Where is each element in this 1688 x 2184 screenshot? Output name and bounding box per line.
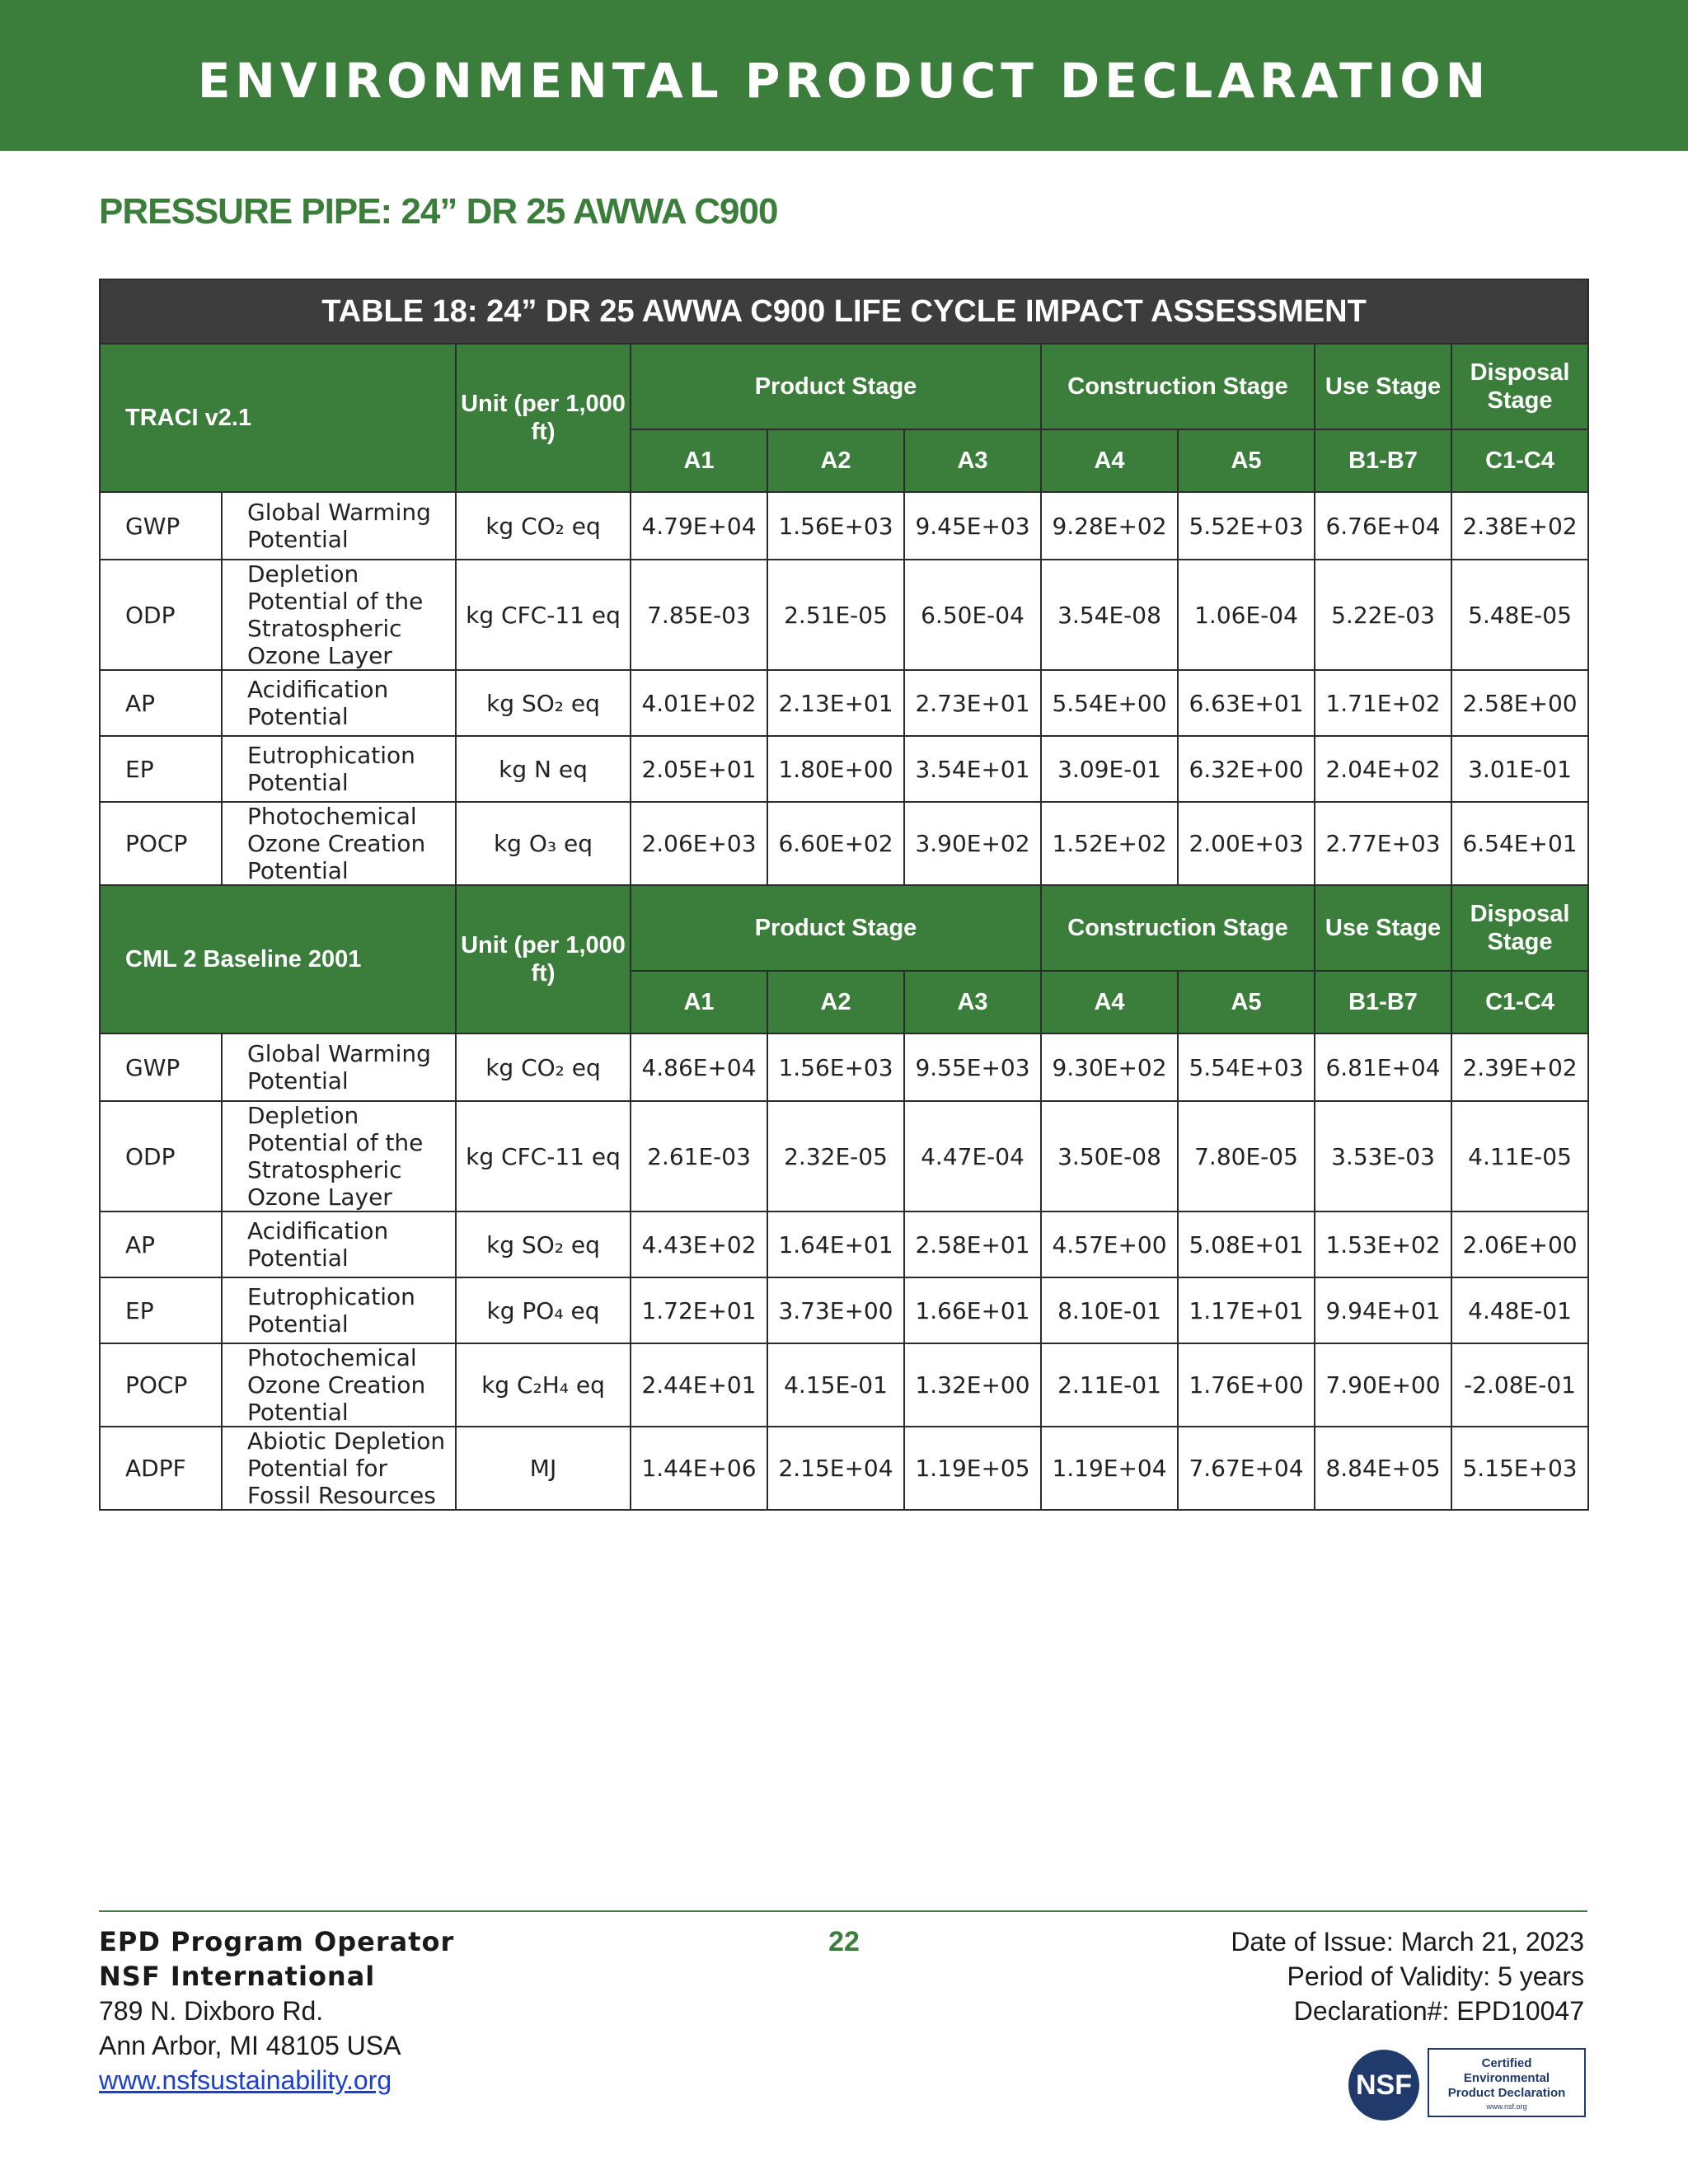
value-cell: 8.10E-01 [1041, 1277, 1178, 1343]
value-cell: 8.84E+05 [1315, 1427, 1451, 1510]
value-cell: 5.52E+03 [1178, 492, 1315, 560]
value-cell: 1.06E-04 [1178, 560, 1315, 670]
header-banner [0, 0, 1688, 151]
value-cell: 6.32E+00 [1178, 736, 1315, 802]
value-cell: 2.38E+02 [1451, 492, 1588, 560]
operator-label: EPD Program Operator [99, 1926, 455, 1957]
value-cell: 1.72E+01 [631, 1277, 767, 1343]
value-cell: 3.54E+01 [904, 736, 1041, 802]
use-stage-header: Use Stage [1315, 885, 1451, 971]
banner-title: ENVIRONMENTAL PRODUCT DECLARATION [197, 52, 1491, 109]
unit-header: Unit (per 1,000 ft) [456, 885, 631, 1033]
table-row [100, 560, 1588, 670]
indicator-category: Acidification Potential [222, 670, 456, 736]
cert-line-1: Certified [1481, 2056, 1532, 2070]
operator-name: NSF International [99, 1961, 376, 1992]
indicator-category: Depletion Potential of the Stratospheric Ozone Layer [222, 1101, 456, 1212]
value-cell: 1.52E+02 [1041, 802, 1178, 885]
date-of-issue: Date of Issue: March 21, 2023 [1231, 1927, 1584, 1957]
construction-stage-header: Construction Stage [1041, 344, 1315, 429]
value-cell: 7.85E-03 [631, 560, 767, 670]
value-cell: -2.08E-01 [1451, 1343, 1588, 1427]
value-cell: 9.28E+02 [1041, 492, 1178, 560]
indicator-unit: kg SO₂ eq [456, 1212, 631, 1277]
value-cell: 2.58E+01 [904, 1212, 1041, 1277]
indicator-abbreviation: GWP [100, 492, 222, 560]
indicator-category: Abiotic Depletion Potential for Fossil Resources [222, 1427, 456, 1510]
footer-operator [99, 1924, 454, 2097]
value-cell: 3.73E+00 [767, 1277, 904, 1343]
value-cell: 1.17E+01 [1178, 1277, 1315, 1343]
value-cell: 2.58E+00 [1451, 670, 1588, 736]
indicator-unit: kg N eq [456, 736, 631, 802]
indicator-unit: kg PO₄ eq [456, 1277, 631, 1343]
value-cell: 2.00E+03 [1178, 802, 1315, 885]
value-cell: 7.90E+00 [1315, 1343, 1451, 1427]
indicator-unit: kg C₂H₄ eq [456, 1343, 631, 1427]
indicator-abbreviation: POCP [100, 1343, 222, 1427]
indicator-unit: kg CO₂ eq [456, 492, 631, 560]
product-stage-header: Product Stage [631, 885, 1041, 971]
value-cell: 5.54E+03 [1178, 1033, 1315, 1101]
table-row [100, 492, 1588, 560]
value-cell: 4.86E+04 [631, 1033, 767, 1101]
value-cell: 2.77E+03 [1315, 802, 1451, 885]
indicator-category: Photochemical Ozone Creation Potential [222, 802, 456, 885]
nsf-logo-icon: NSF [1348, 2050, 1419, 2121]
unit-header: Unit (per 1,000 ft) [456, 344, 631, 492]
value-cell: 1.80E+00 [767, 736, 904, 802]
module-header: B1-B7 [1315, 429, 1451, 492]
indicator-abbreviation: ODP [100, 1101, 222, 1212]
module-header: A5 [1178, 971, 1315, 1033]
module-header: A3 [904, 971, 1041, 1033]
product-stage-header: Product Stage [631, 344, 1041, 429]
indicator-category: Global Warming Potential [222, 492, 456, 560]
value-cell: 6.50E-04 [904, 560, 1041, 670]
module-header: C1-C4 [1451, 971, 1588, 1033]
indicator-unit: kg CFC-11 eq [456, 560, 631, 670]
value-cell: 1.56E+03 [767, 1033, 904, 1101]
value-cell: 3.53E-03 [1315, 1101, 1451, 1212]
value-cell: 4.01E+02 [631, 670, 767, 736]
value-cell: 1.44E+06 [631, 1427, 767, 1510]
table-title: TABLE 18: 24” DR 25 AWWA C900 LIFE CYCLE IMPACT ASSESSMENT [100, 279, 1588, 344]
value-cell: 2.11E-01 [1041, 1343, 1178, 1427]
value-cell: 4.48E-01 [1451, 1277, 1588, 1343]
indicator-category: Global Warming Potential [222, 1033, 456, 1101]
value-cell: 9.55E+03 [904, 1033, 1041, 1101]
website-link[interactable]: www.nsfsustainability.org [99, 2065, 392, 2095]
table-row [100, 802, 1588, 885]
value-cell: 7.80E-05 [1178, 1101, 1315, 1212]
table-row [100, 736, 1588, 802]
module-header: A2 [767, 971, 904, 1033]
value-cell: 5.08E+01 [1178, 1212, 1315, 1277]
value-cell: 4.43E+02 [631, 1212, 767, 1277]
value-cell: 3.50E-08 [1041, 1101, 1178, 1212]
value-cell: 1.19E+04 [1041, 1427, 1178, 1510]
value-cell: 2.04E+02 [1315, 736, 1451, 802]
indicator-abbreviation: POCP [100, 802, 222, 885]
table-row [100, 1277, 1588, 1343]
value-cell: 9.94E+01 [1315, 1277, 1451, 1343]
value-cell: 2.15E+04 [767, 1427, 904, 1510]
page-heading: PRESSURE PIPE: 24” DR 25 AWWA C900 [99, 191, 778, 232]
section-header-row [100, 885, 1588, 971]
value-cell: 4.79E+04 [631, 492, 767, 560]
module-header: A4 [1041, 429, 1178, 492]
indicator-category: Depletion Potential of the Stratospheric Ozone Layer [222, 560, 456, 670]
value-cell: 1.66E+01 [904, 1277, 1041, 1343]
module-header: A2 [767, 429, 904, 492]
table-body [100, 344, 1588, 1510]
disposal-stage-header: Disposal Stage [1451, 885, 1588, 971]
construction-stage-header: Construction Stage [1041, 885, 1315, 971]
value-cell: 6.76E+04 [1315, 492, 1451, 560]
module-header: A1 [631, 971, 767, 1033]
module-header: A5 [1178, 429, 1315, 492]
value-cell: 1.56E+03 [767, 492, 904, 560]
method-name: TRACI v2.1 [100, 344, 456, 492]
value-cell: 1.71E+02 [1315, 670, 1451, 736]
value-cell: 2.06E+03 [631, 802, 767, 885]
indicator-abbreviation: AP [100, 1212, 222, 1277]
value-cell: 2.73E+01 [904, 670, 1041, 736]
indicator-category: Eutrophication Potential [222, 736, 456, 802]
indicator-abbreviation: EP [100, 1277, 222, 1343]
value-cell: 6.63E+01 [1178, 670, 1315, 736]
page-number: 22 [828, 1926, 860, 1957]
footer-divider [99, 1910, 1587, 1912]
value-cell: 7.67E+04 [1178, 1427, 1315, 1510]
indicator-unit: kg CO₂ eq [456, 1033, 631, 1101]
indicator-unit: kg O₃ eq [456, 802, 631, 885]
module-header: B1-B7 [1315, 971, 1451, 1033]
value-cell: 9.45E+03 [904, 492, 1041, 560]
value-cell: 4.15E-01 [767, 1343, 904, 1427]
value-cell: 1.53E+02 [1315, 1212, 1451, 1277]
value-cell: 2.39E+02 [1451, 1033, 1588, 1101]
value-cell: 3.54E-08 [1041, 560, 1178, 670]
value-cell: 5.15E+03 [1451, 1427, 1588, 1510]
table-row [100, 1101, 1588, 1212]
module-header: A3 [904, 429, 1041, 492]
value-cell: 1.64E+01 [767, 1212, 904, 1277]
value-cell: 6.54E+01 [1451, 802, 1588, 885]
indicator-category: Eutrophication Potential [222, 1277, 456, 1343]
indicator-abbreviation: GWP [100, 1033, 222, 1101]
certified-epd-badge [1428, 2048, 1586, 2117]
value-cell: 1.32E+00 [904, 1343, 1041, 1427]
table-row [100, 1427, 1588, 1510]
module-header: A4 [1041, 971, 1178, 1033]
declaration-number: Declaration#: EPD10047 [1293, 1996, 1584, 2026]
value-cell: 1.19E+05 [904, 1427, 1041, 1510]
footer-declaration-info [1231, 1924, 1584, 2028]
value-cell: 5.54E+00 [1041, 670, 1178, 736]
value-cell: 6.60E+02 [767, 802, 904, 885]
value-cell: 5.48E-05 [1451, 560, 1588, 670]
value-cell: 2.44E+01 [631, 1343, 767, 1427]
value-cell: 3.01E-01 [1451, 736, 1588, 802]
indicator-abbreviation: ADPF [100, 1427, 222, 1510]
indicator-abbreviation: EP [100, 736, 222, 802]
indicator-unit: kg SO₂ eq [456, 670, 631, 736]
value-cell: 5.22E-03 [1315, 560, 1451, 670]
address-line-1: 789 N. Dixboro Rd. [99, 1996, 324, 2026]
cert-line-3: Product Declaration [1447, 2086, 1566, 2100]
table-row [100, 1212, 1588, 1277]
value-cell: 2.06E+00 [1451, 1212, 1588, 1277]
use-stage-header: Use Stage [1315, 344, 1451, 429]
value-cell: 4.57E+00 [1041, 1212, 1178, 1277]
value-cell: 2.32E-05 [767, 1101, 904, 1212]
value-cell: 4.11E-05 [1451, 1101, 1588, 1212]
value-cell: 3.90E+02 [904, 802, 1041, 885]
address-line-2: Ann Arbor, MI 48105 USA [99, 2031, 401, 2060]
value-cell: 9.30E+02 [1041, 1033, 1178, 1101]
indicator-unit: MJ [456, 1427, 631, 1510]
cert-line-2: Environmental [1463, 2071, 1550, 2085]
table-row [100, 1343, 1588, 1427]
value-cell: 1.76E+00 [1178, 1343, 1315, 1427]
module-header: C1-C4 [1451, 429, 1588, 492]
indicator-unit: kg CFC-11 eq [456, 1101, 631, 1212]
method-name: CML 2 Baseline 2001 [100, 885, 456, 1033]
indicator-category: Photochemical Ozone Creation Potential [222, 1343, 456, 1427]
table-row [100, 670, 1588, 736]
value-cell: 2.13E+01 [767, 670, 904, 736]
value-cell: 3.09E-01 [1041, 736, 1178, 802]
indicator-category: Acidification Potential [222, 1212, 456, 1277]
indicator-abbreviation: AP [100, 670, 222, 736]
period-of-validity: Period of Validity: 5 years [1287, 1961, 1584, 1991]
value-cell: 2.51E-05 [767, 560, 904, 670]
value-cell: 2.61E-03 [631, 1101, 767, 1212]
cert-url: www.nsf.org [1486, 2102, 1527, 2111]
lcia-table [99, 279, 1589, 1511]
table-row [100, 1033, 1588, 1101]
value-cell: 2.05E+01 [631, 736, 767, 802]
section-header-row [100, 344, 1588, 429]
value-cell: 4.47E-04 [904, 1101, 1041, 1212]
value-cell: 6.81E+04 [1315, 1033, 1451, 1101]
module-header: A1 [631, 429, 767, 492]
indicator-abbreviation: ODP [100, 560, 222, 670]
disposal-stage-header: Disposal Stage [1451, 344, 1588, 429]
